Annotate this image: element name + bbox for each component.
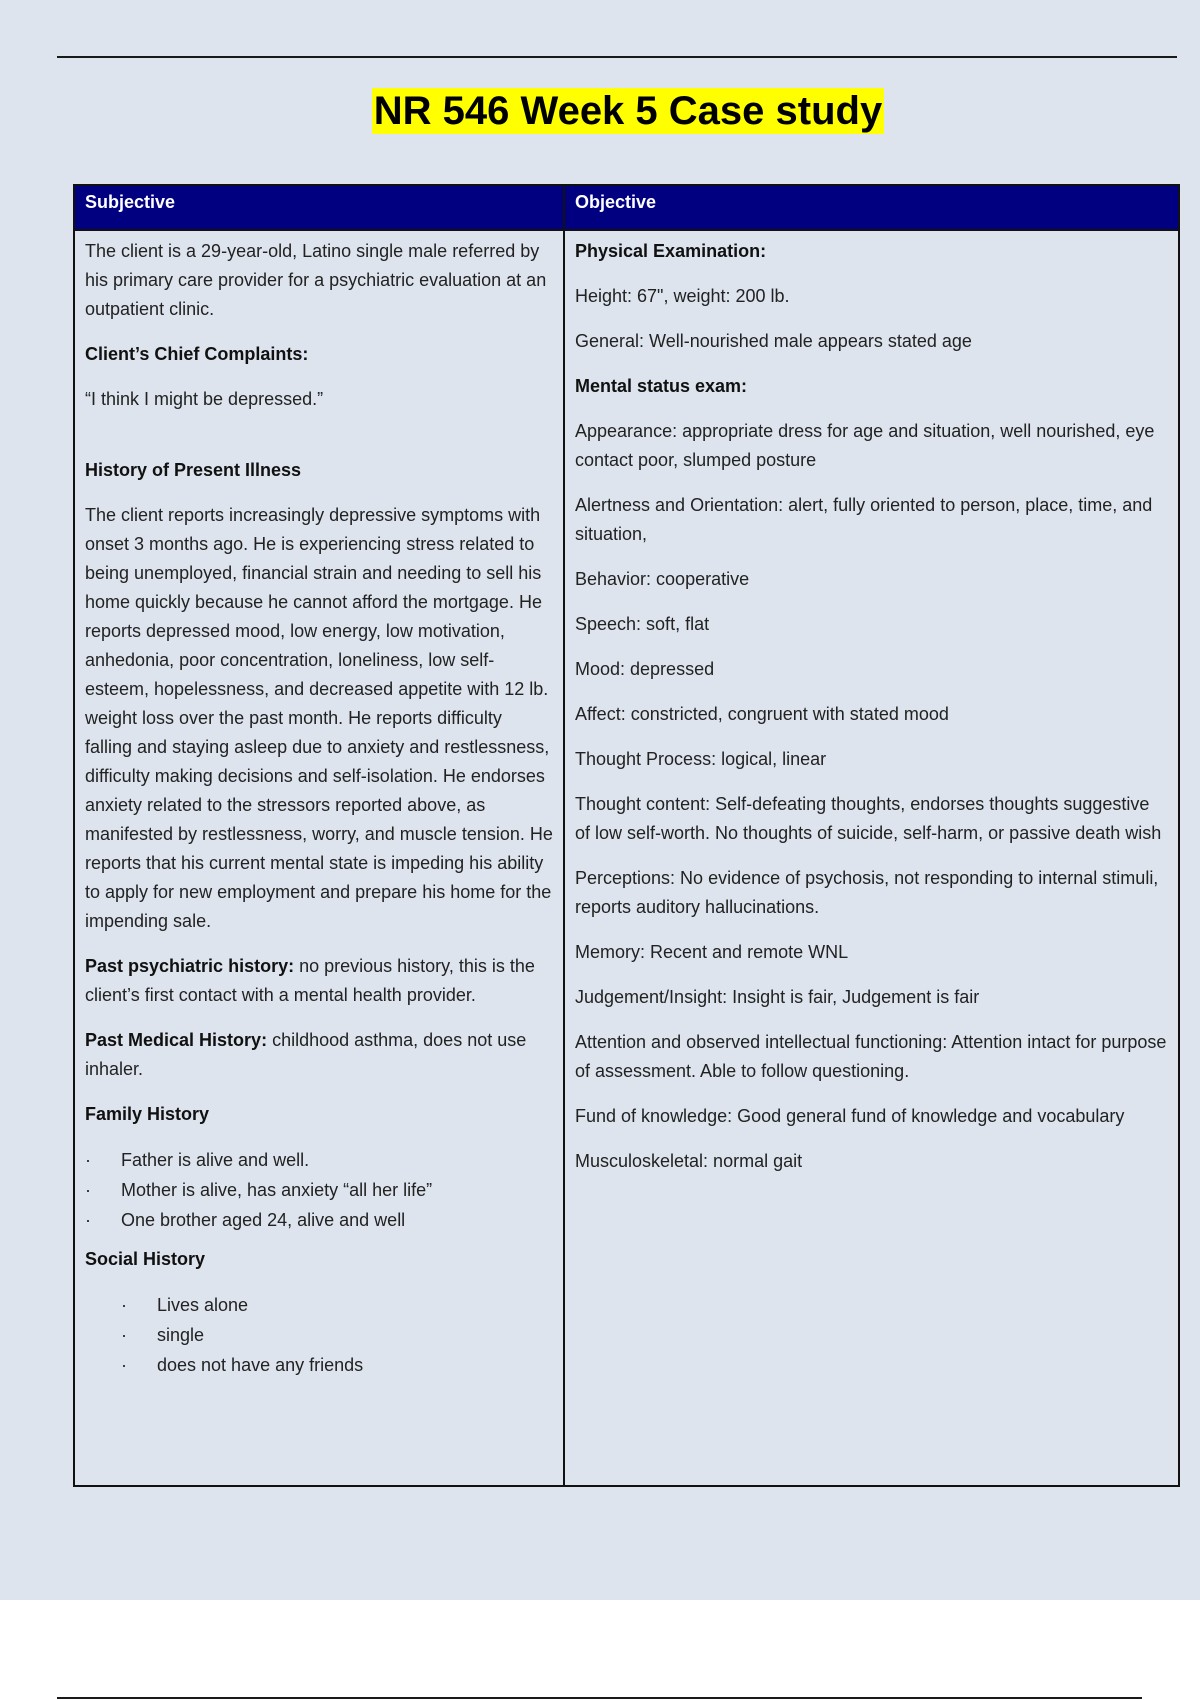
list-item [85,1205,553,1235]
social-history-item: does not have any friends [157,1355,364,1375]
mse-item: Behavior: cooperative [575,569,750,589]
social-history-item: single [157,1325,205,1345]
mse-item: Fund of knowledge: Good general fund of knowledge and vocabulary [575,1106,1125,1126]
hpi-label: History of Present Illness [85,460,302,480]
family-history-label: Family History [85,1104,210,1124]
past-psych-history [85,952,553,1010]
chief-complaints-label: Client’s Chief Complaints: [85,344,309,364]
general-appearance: General: Well-nourished male appears stated age [575,331,972,351]
mse-item: Musculoskeletal: normal gait [575,1151,803,1171]
family-history-list [85,1145,553,1235]
subjective-header: Subjective [75,186,563,231]
subjective-body [75,231,563,1380]
mse-label: Mental status exam: [575,376,748,396]
objective-header: Objective [565,186,1178,231]
mse-item: Perceptions: No evidence of psychosis, not responding to internal stimuli, reports auditory hallucinations. [575,868,1159,917]
objective-body [565,231,1178,1176]
list-item [85,1290,553,1320]
social-history-list [85,1290,553,1380]
top-rule [57,56,1177,58]
hpi-text: The client reports increasingly depressive symptoms with onset 3 months ago. He is experiencing stress related to being unemployed, financial strain and needing to sell his home quickly because he cannot afford the mortgage. He reports depressed mood, low energy, low motivation, anhedonia, poor concentration, loneliness, low self-esteem, hopelessness, and decreased appetite with 12 lb. weight loss over the past month. He reports difficulty falling and staying asleep due to anxiety and restlessness, difficulty making decisions and self-isolation. He endorses anxiety related to the stressors reported above, as manifested by restlessness, worry, and muscle tension. He reports that his current mental state is impeding his ability to apply for new employment and prepare his home for the impending sale. [85,505,553,931]
mse-item: Alertness and Orientation: alert, fully oriented to person, place, time, and situation, [575,495,1153,544]
list-item [85,1320,553,1350]
past-psych-label: Past psychiatric history: [85,956,295,976]
mse-item: Thought content: Self-defeating thoughts, endorses thoughts suggestive of low self-worth. No thoughts of suicide, self-harm, or passive death wish [575,794,1162,843]
list-item [85,1350,553,1380]
list-item [85,1145,553,1175]
social-history-item: Lives alone [157,1295,249,1315]
family-history-item: One brother aged 24, alive and well [121,1210,406,1230]
past-psych-text: no previous history, this is the client’s first contact with a mental health provider. [85,956,535,1005]
mse-item: Affect: constricted, congruent with stated mood [575,704,949,724]
family-history-item: Mother is alive, has anxiety “all her life” [121,1180,433,1200]
family-history-item: Father is alive and well. [121,1150,310,1170]
client-intro: The client is a 29-year-old, Latino single male referred by his primary care provider for a psychiatric evaluation at an outpatient clinic. [85,241,547,319]
past-medical-history [85,1026,553,1084]
case-study-table [73,184,1180,1487]
mse-item: Speech: soft, flat [575,614,710,634]
mse-item: Appearance: appropriate dress for age and situation, well nourished, eye contact poor, slumped posture [575,421,1155,470]
mse-item: Thought Process: logical, linear [575,749,827,769]
spacer [85,430,553,456]
bullet-icon: · [85,1180,91,1200]
past-medical-label: Past Medical History: [85,1030,268,1050]
mse-item: Mood: depressed [575,659,715,679]
past-medical-text: childhood asthma, does not use inhaler. [85,1030,527,1079]
title-container [0,88,1200,134]
bullet-icon: · [121,1355,127,1375]
bullet-icon: · [85,1210,91,1230]
mse-item: Attention and observed intellectual functioning: Attention intact for purpose of assessment. Able to follow questioning. [575,1032,1167,1081]
bottom-rule [57,1697,1142,1699]
height-weight: Height: 67", weight: 200 lb. [575,286,790,306]
mse-item: Judgement/Insight: Insight is fair, Judgement is fair [575,987,980,1007]
mse-item: Memory: Recent and remote WNL [575,942,849,962]
list-item [85,1175,553,1205]
bullet-icon: · [121,1295,127,1315]
objective-column [565,186,1178,1485]
bullet-icon: · [85,1150,91,1170]
physical-exam-label: Physical Examination: [575,241,767,261]
social-history-label: Social History [85,1249,206,1269]
bullet-icon: · [121,1325,127,1345]
chief-complaints: “I think I might be depressed.” [85,389,324,409]
page-title: NR 546 Week 5 Case study [373,89,883,133]
subjective-column [75,186,565,1485]
